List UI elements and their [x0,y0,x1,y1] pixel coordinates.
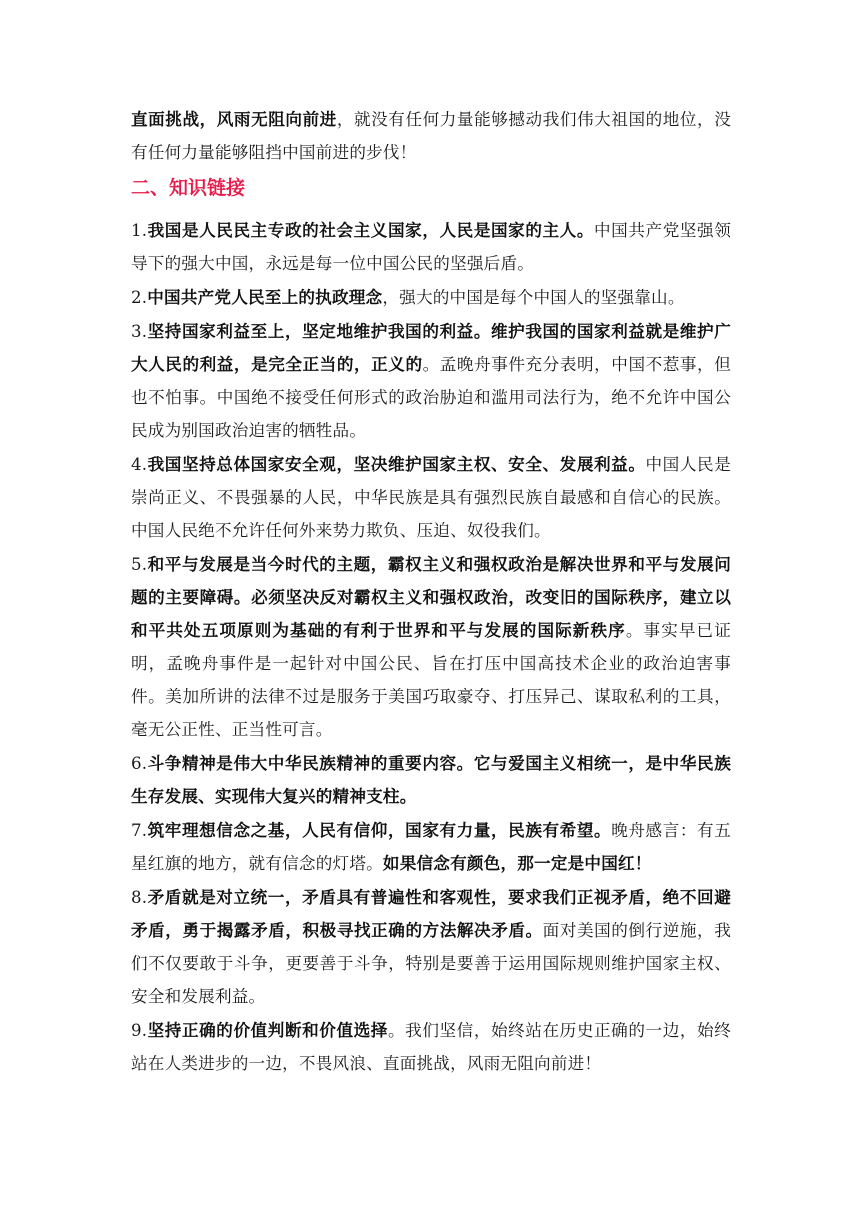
intro-paragraph [131,103,731,169]
item-key-point: 坚持正确的价值判断和价值选择 [147,1021,388,1040]
item-key-point: 斗争精神是伟大中华民族精神的重要内容。它与爱国主义相统一，是中华民族生存发展、实现伟大复兴的精神支柱。 [131,754,731,806]
item-key-point: 我国是人民民主专政的社会主义国家，人民是国家的主人。 [147,221,595,240]
knowledge-item-9 [131,1014,731,1080]
item-key-point: 筑牢理想信念之基，人民有信仰，国家有力量，民族有希望。 [147,821,612,840]
item-number: 6. [131,754,148,773]
document-body [131,103,731,1081]
section-heading: 二、知识链接 [131,177,246,199]
item-text: 。孟晚舟事件充分表明，中国不惹事，但也不怕事。中国绝不接受任何形式的政治胁迫和滥用司法行为，绝不允许中国公民成为别国政治迫害的牺牲品。 [131,355,731,440]
knowledge-item-1 [131,214,731,280]
item-text: 面对美国的倒行逆施，我们不仅要敢于斗争，更要善于斗争，特别是要善于运用国际规则维护国家主权、安全和发展利益。 [131,921,731,1006]
item-text: ，强大的中国是每个中国人的坚强靠山。 [382,288,685,307]
item-text: 。我们坚信，始终站在历史正确的一边，始终站在人类进步的一边，不畏风浪、直面挑战，风雨无阻向前进！ [131,1021,731,1073]
item-text: 晚舟感言：有五星红旗的地方，就有信念的灯塔。 [131,821,731,873]
item-text: 中国人民是崇尚正义、不畏强暴的人民，中华民族是具有强烈民族自最感和自信心的民族。中国人民绝不允许任何外来势力欺负、压迫、奴役我们。 [131,455,731,540]
knowledge-item-8 [131,881,731,1013]
item-key-point: 我国坚持总体国家安全观，坚决维护国家主权、安全、发展利益。 [147,455,646,474]
item-key-point: 中国共产党人民至上的执政理念 [147,288,383,307]
item-number: 3. [131,322,148,341]
knowledge-item-3 [131,315,731,447]
item-number: 1. [131,221,148,240]
knowledge-item-5 [131,548,731,746]
item-text: 。事实早已证明，孟晚舟事件是一起针对中国公民、旨在打压中国高技术企业的政治迫害事件。美加所讲的法律不过是服务于美国巧取豪夺、打压异己、谋取私利的工具，毫无公正性、正当性可言。 [131,621,731,739]
item-number: 9. [131,1021,148,1040]
item-key-point: 和平与发展是当今时代的主题，霸权主义和强权政治是解决世界和平与发展问题的主要障碍。必须坚决反对霸权主义和强权政治，改变旧的国际秩序，建立以和平共处五项原则为基础的有利于世界和平与发展的国际新秩序 [131,555,731,640]
intro-bold-text: 直面挑战，风雨无阻向前进 [131,110,337,129]
item-key-point: 坚持国家利益至上，坚定地维护我国的利益。维护我国的国家利益就是维护广大人民的利益，是完全正当的，正义的 [131,322,731,374]
item-text: 中国共产党坚强领导下的强大中国，永远是每一位中国公民的坚强后盾。 [131,221,731,273]
knowledge-item-7 [131,814,731,880]
item-number: 5. [131,555,148,574]
knowledge-item-2 [131,281,731,314]
knowledge-item-4 [131,448,731,547]
item-key-point-2: 如果信念有颜色，那一定是中国红！ [382,854,652,873]
item-number: 8. [131,888,148,907]
item-number: 2. [131,288,148,307]
item-number: 4. [131,455,148,474]
item-key-point: 矛盾就是对立统一，矛盾具有普遍性和客观性，要求我们正视矛盾，绝不回避矛盾，勇于揭露矛盾，积极寻找正确的方法解决矛盾。 [131,888,731,940]
intro-text: ，就没有任何力量能够撼动我们伟大祖国的地位，没有任何力量能够阻挡中国前进的步伐！ [131,110,731,162]
item-number: 7. [131,821,148,840]
knowledge-item-6 [131,747,731,813]
